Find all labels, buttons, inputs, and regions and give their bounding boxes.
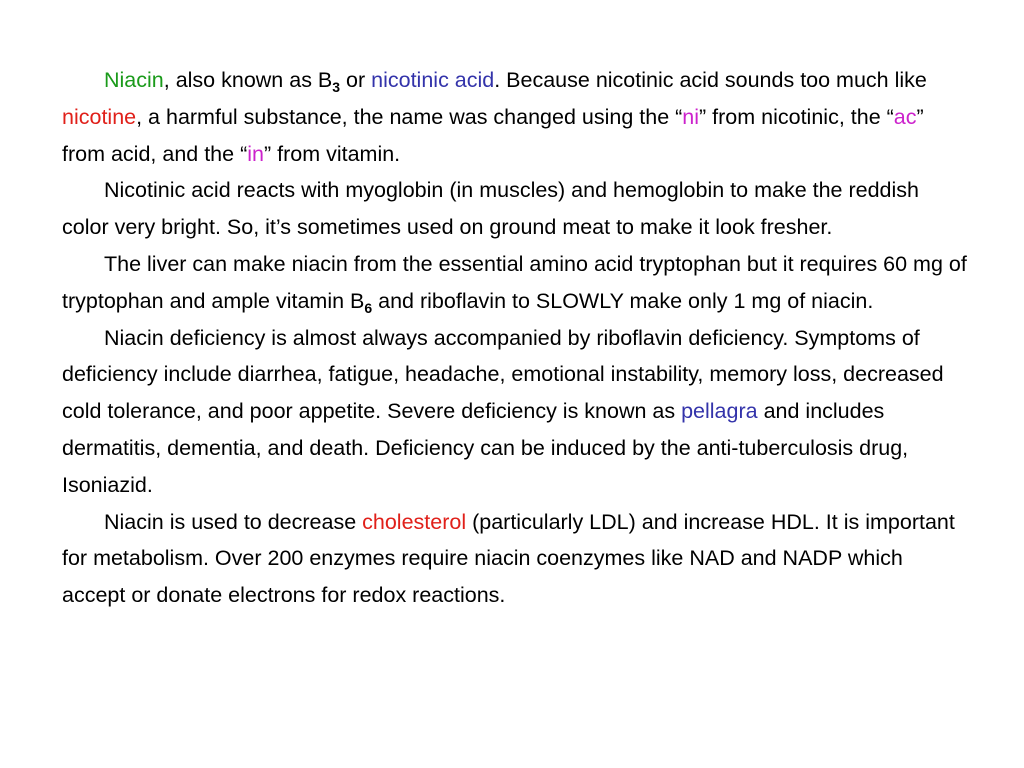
paragraph-myoglobin: Nicotinic acid reacts with myoglobin (in muscles) and hemoglobin to make the reddish color very bright. So, it’s sometimes used on ground meat to make it look fresher. (62, 178, 919, 240)
paragraph-cholesterol (62, 504, 967, 614)
term-in: in (247, 141, 264, 166)
paragraph-tryptophan (62, 246, 967, 320)
term-cholesterol: cholesterol (362, 509, 467, 534)
term-niacin: Niacin (104, 68, 164, 92)
term-pellagra: pellagra (681, 399, 758, 424)
text-fragment: (particularly LDL) and increase HDL. It is important for metabolism. Over 200 enzymes require niacin coenzymes like NAD and NADP which accept or donate electrons for redox reactions. (62, 509, 955, 608)
term-ni: ni (682, 104, 700, 129)
slide-body (62, 62, 967, 614)
text-fragment: . Because nicotinic acid sounds too much like (494, 68, 927, 92)
term-nicotinic-acid: nicotinic acid (371, 68, 495, 92)
paragraph-niacin-name-origin (62, 62, 967, 172)
text-fragment: and riboflavin to SLOWLY make only 1 mg of niacin. (372, 288, 874, 313)
text-fragment: , a harmful substance, the name was changed using the “ (136, 104, 683, 129)
text-fragment: ” from acid, and the “ (62, 104, 924, 166)
text-fragment: Niacin deficiency is almost always accompanied by riboflavin deficiency. Symptoms of deficiency include diarrhea, fatigue, headache, emotional instability, memory loss, decreased cold tolerance, and poor appetite. Severe deficiency is known as (62, 325, 944, 424)
text-fragment: or (340, 68, 372, 92)
text-fragment: and includes dermatitis, dementia, and death. Deficiency can be induced by the anti-tuberculosis drug, Isoniazid. (62, 399, 909, 497)
text-fragment: ” from vitamin. (263, 141, 401, 166)
paragraph-deficiency (62, 320, 967, 504)
text-fragment: Niacin is used to decrease (104, 509, 363, 534)
term-ac: ac (893, 104, 917, 129)
subscript-6: 6 (364, 299, 373, 316)
text-fragment: The liver can make niacin from the essential amino acid tryptophan but it requires 60 mg of tryptophan and ample vitamin B (62, 251, 967, 313)
term-nicotine: nicotine (62, 104, 137, 129)
subscript-3: 3 (332, 79, 341, 95)
text-fragment: , also known as B (163, 68, 333, 92)
text-fragment: ” from nicotinic, the “ (699, 104, 894, 129)
